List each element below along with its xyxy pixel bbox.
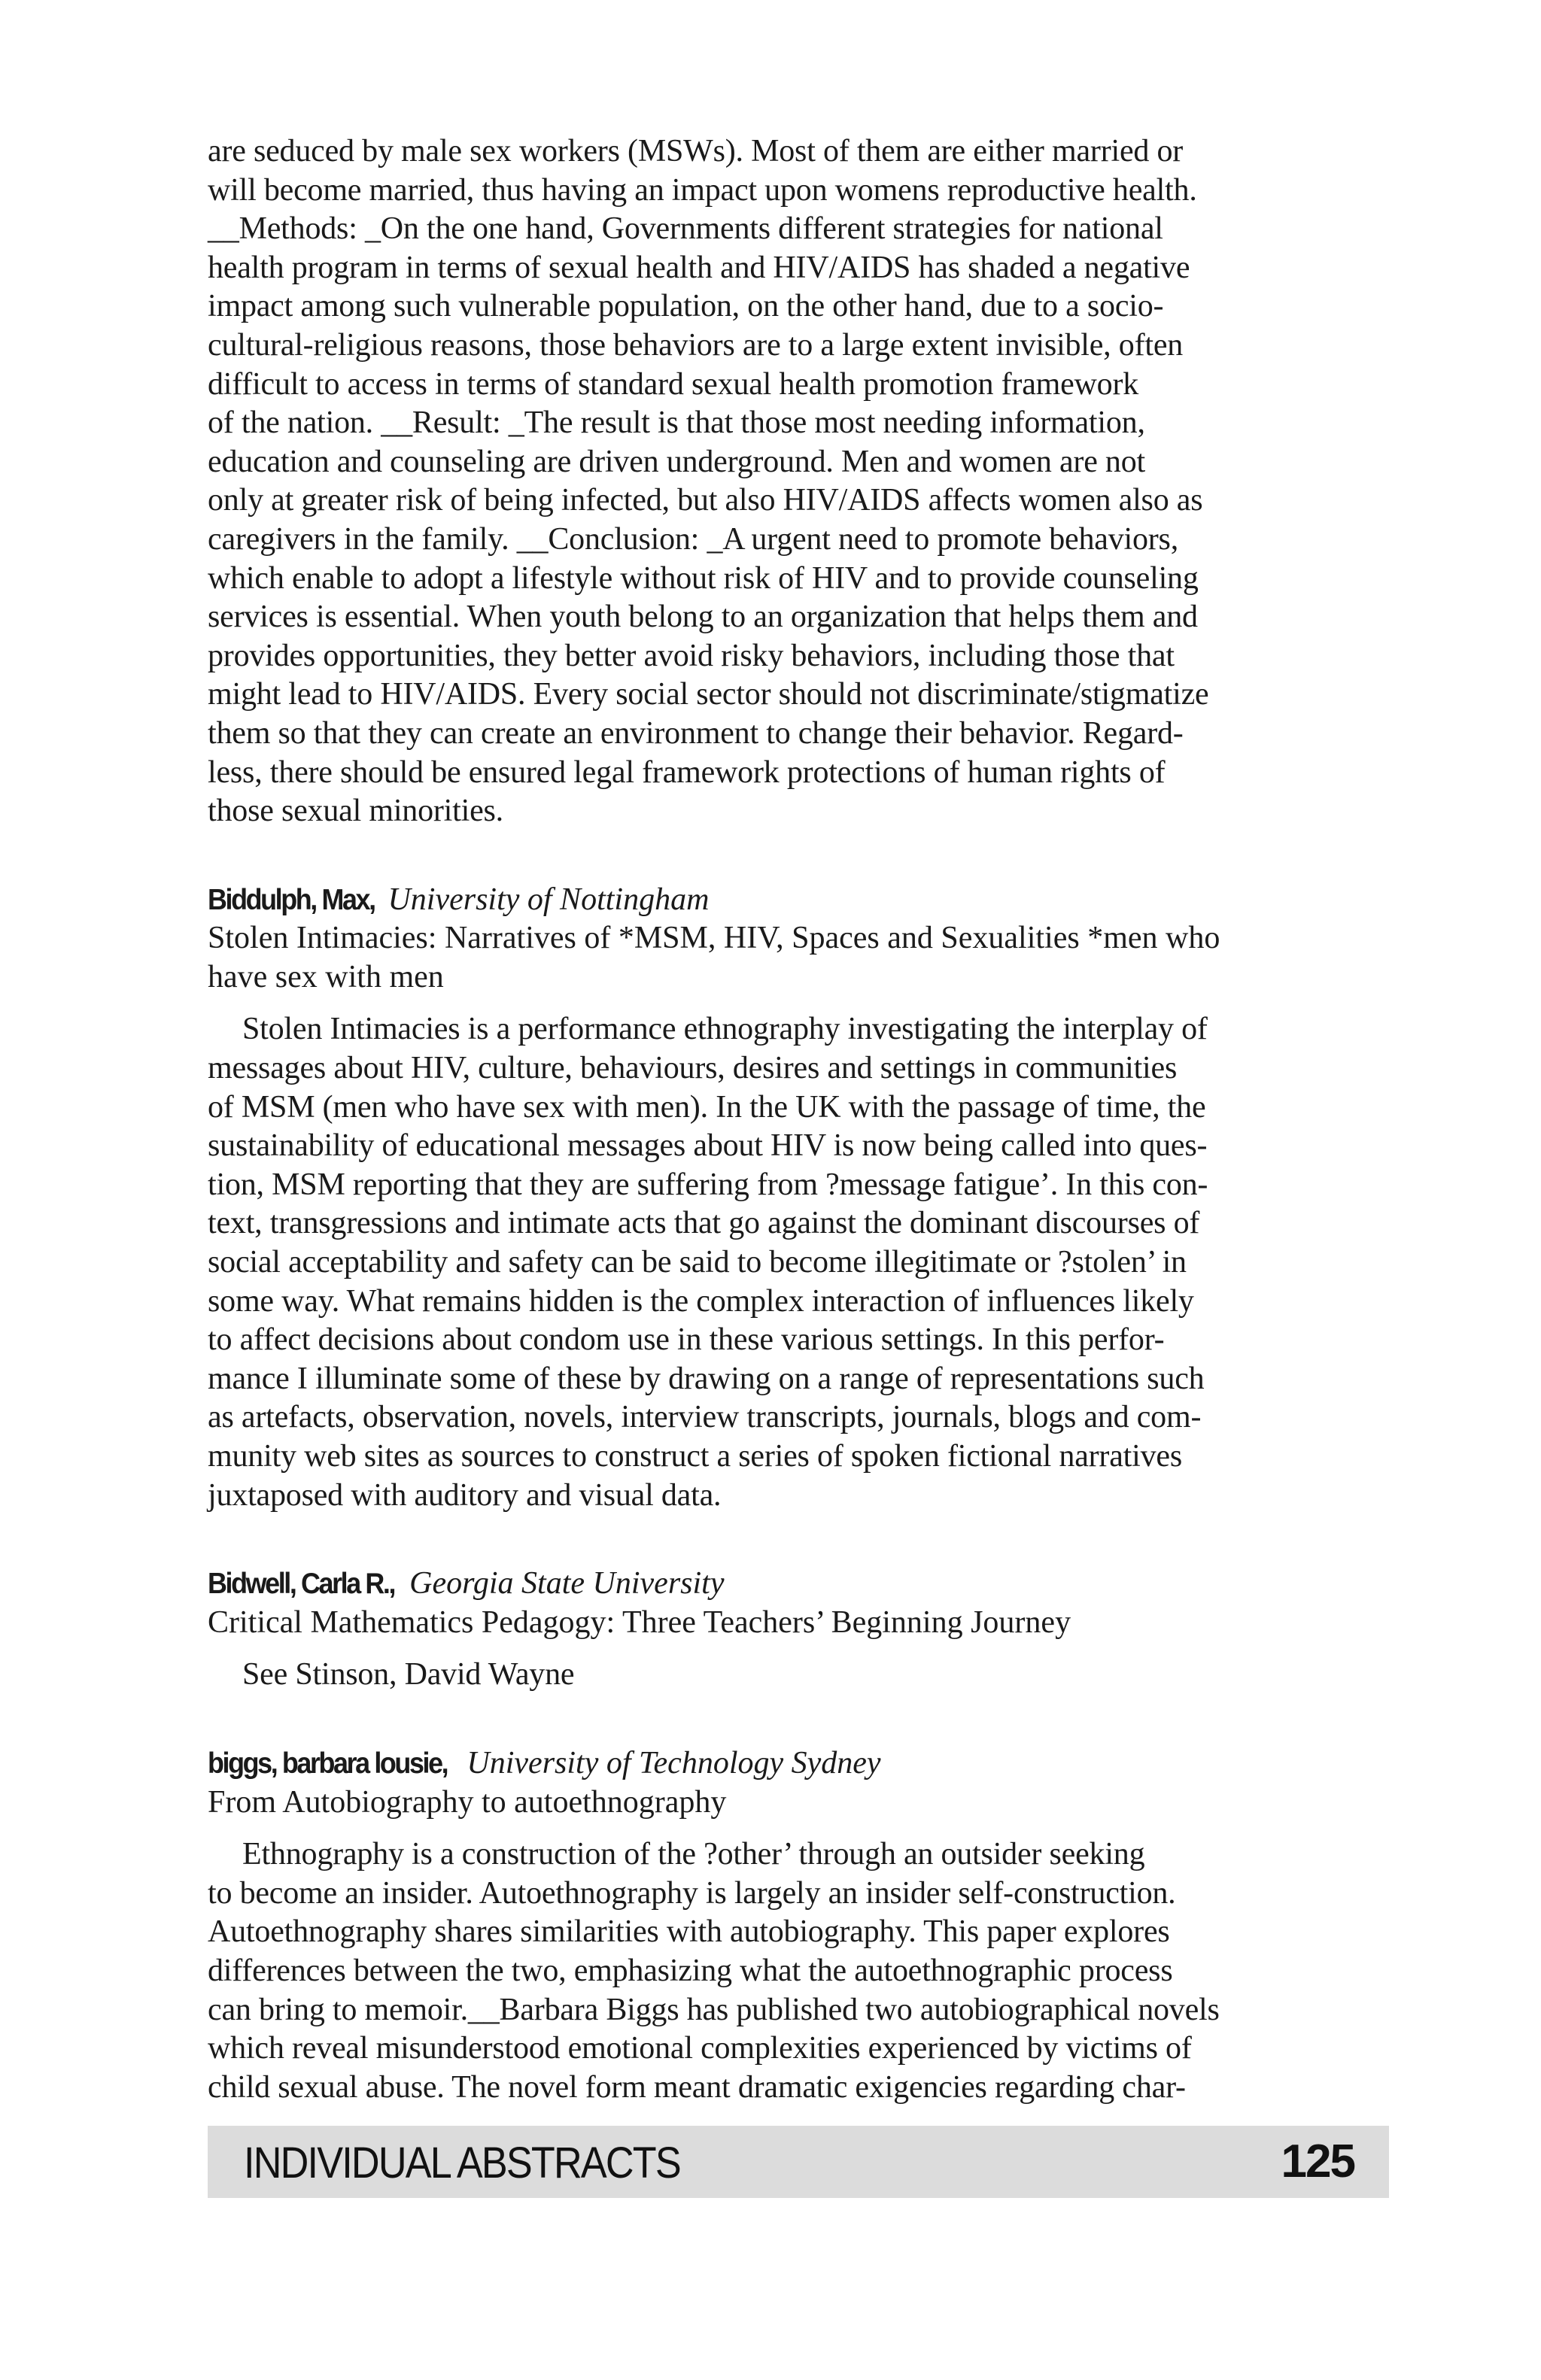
paper-title-line: Critical Mathematics Pedagogy: Three Teachers’ Beginning Journey <box>208 1604 1071 1640</box>
author-name: biggs, barbara lousie, <box>208 1747 448 1780</box>
affiliation: University of Technology Sydney <box>467 1745 881 1780</box>
continued-abstract <box>208 132 1389 831</box>
paper-title-line: have sex with men <box>208 959 444 994</box>
entry-heading <box>208 1744 1389 1783</box>
affiliation: University of Nottingham <box>388 882 710 917</box>
text-line: education and counseling are driven underground. Men and women are not <box>208 444 1146 479</box>
affiliation: Georgia State University <box>409 1566 725 1601</box>
text-line: which reveal misunderstood emotional complexities experienced by victims of <box>208 2031 1192 2066</box>
text-line: only at greater risk of being infected, but also HIV/AIDS affects women also as <box>208 483 1203 518</box>
text-line: will become married, thus having an impact upon womens reproductive health. <box>208 172 1197 208</box>
text-line: of MSM (men who have sex with men). In the UK with the passage of time, the <box>208 1089 1206 1125</box>
abstract-body <box>208 1835 1389 2107</box>
abstract-entry-biddulph <box>208 881 1389 1516</box>
text-line: to become an insider. Autoethnography is largely an insider self-construction. <box>208 1875 1176 1911</box>
text-line: of the nation. __Result: _The result is that those most needing information, <box>208 405 1145 441</box>
text-line: Autoethnography shares similarities with autobiography. This paper explores <box>208 1914 1170 1950</box>
text-line: text, transgressions and intimate acts that go against the dominant discourses of <box>208 1206 1200 1241</box>
abstract-body <box>208 1656 1389 1695</box>
text-line: messages about HIV, culture, behaviours, desires and settings in communities <box>208 1051 1178 1086</box>
text-line: caregivers in the family. __Conclusion: _A urgent need to promote behaviors, <box>208 521 1178 557</box>
abstract-entry-biggs <box>208 1744 1389 2107</box>
text-line: Ethnography is a construction of the ?other’ through an outsider seeking <box>242 1837 1145 1872</box>
text-line: health program in terms of sexual health and HIV/AIDS has shaded a negative <box>208 250 1190 285</box>
text-line: to affect decisions about condom use in these various settings. In this perfor- <box>208 1322 1165 1358</box>
text-line: as artefacts, observation, novels, interview transcripts, journals, blogs and com- <box>208 1400 1202 1435</box>
text-line: child sexual abuse. The novel form meant dramatic exigencies regarding char- <box>208 2069 1186 2105</box>
text-line: tion, MSM reporting that they are suffering from ?message fatigue’. In this con- <box>208 1167 1208 1202</box>
entry-heading <box>208 881 1389 920</box>
text-line: Stolen Intimacies is a performance ethnography investigating the interplay of <box>242 1012 1208 1047</box>
text-line: can bring to memoir.__Barbara Biggs has published two autobiographical novels <box>208 1992 1220 2027</box>
page-number: 125 <box>1281 2136 1354 2187</box>
text-line: impact among such vulnerable population, on the other hand, due to a socio- <box>208 289 1164 324</box>
page-footer <box>208 2126 1389 2198</box>
paper-title-line: Stolen Intimacies: Narratives of *MSM, HIV, Spaces and Sexualities *men who <box>208 921 1220 956</box>
text-line: sustainability of educational messages about HIV is now being called into ques- <box>208 1128 1208 1164</box>
text-line: mance I illuminate some of these by drawing on a range of representations such <box>208 1361 1205 1396</box>
text-line: differences between the two, emphasizing what the autoethnographic process <box>208 1953 1173 1988</box>
abstract-entry-bidwell <box>208 1565 1389 1695</box>
text-line: difficult to access in terms of standard sexual health promotion framework <box>208 366 1139 402</box>
text-line: provides opportunities, they better avoid risky behaviors, including those that <box>208 638 1175 673</box>
abstract-body <box>208 1010 1389 1515</box>
text-line: which enable to adopt a lifestyle without risk of HIV and to provide counseling <box>208 560 1199 596</box>
cross-reference: See Stinson, David Wayne <box>242 1657 575 1692</box>
author-name: Bidwell, Carla R., <box>208 1568 395 1601</box>
text-line: services is essential. When youth belong to an organization that helps them and <box>208 600 1198 635</box>
text-line: some way. What remains hidden is the complex interaction of influences likely <box>208 1283 1194 1319</box>
text-line: __Methods: _On the one hand, Governments different strategies for national <box>208 211 1163 247</box>
author-name: Biddulph, Max, <box>208 883 375 916</box>
content-column <box>208 132 1389 2107</box>
text-line: are seduced by male sex workers (MSWs). Most of them are either married or <box>208 134 1184 168</box>
text-line: them so that they can create an environment to change their behavior. Regard- <box>208 715 1184 751</box>
entry-heading <box>208 1565 1389 1604</box>
text-line: might lead to HIV/AIDS. Every social sector should not discriminate/stigmatize <box>208 677 1209 712</box>
text-line: less, there should be ensured legal framework protections of human rights of <box>208 754 1166 790</box>
text-line: those sexual minorities. <box>208 794 503 829</box>
text-line: social acceptability and safety can be said to become illegitimate or ?stolen’ in <box>208 1245 1187 1280</box>
paper-title-line: From Autobiography to autoethnography <box>208 1784 727 1820</box>
text-line: cultural-religious reasons, those behaviors are to a large extent invisible, often <box>208 327 1184 363</box>
text-line: juxtaposed with auditory and visual data. <box>208 1477 722 1513</box>
section-label: INDIVIDUAL ABSTRACTS <box>244 2139 680 2187</box>
text-line: munity web sites as sources to construct a series of spoken fictional narratives <box>208 1439 1182 1474</box>
